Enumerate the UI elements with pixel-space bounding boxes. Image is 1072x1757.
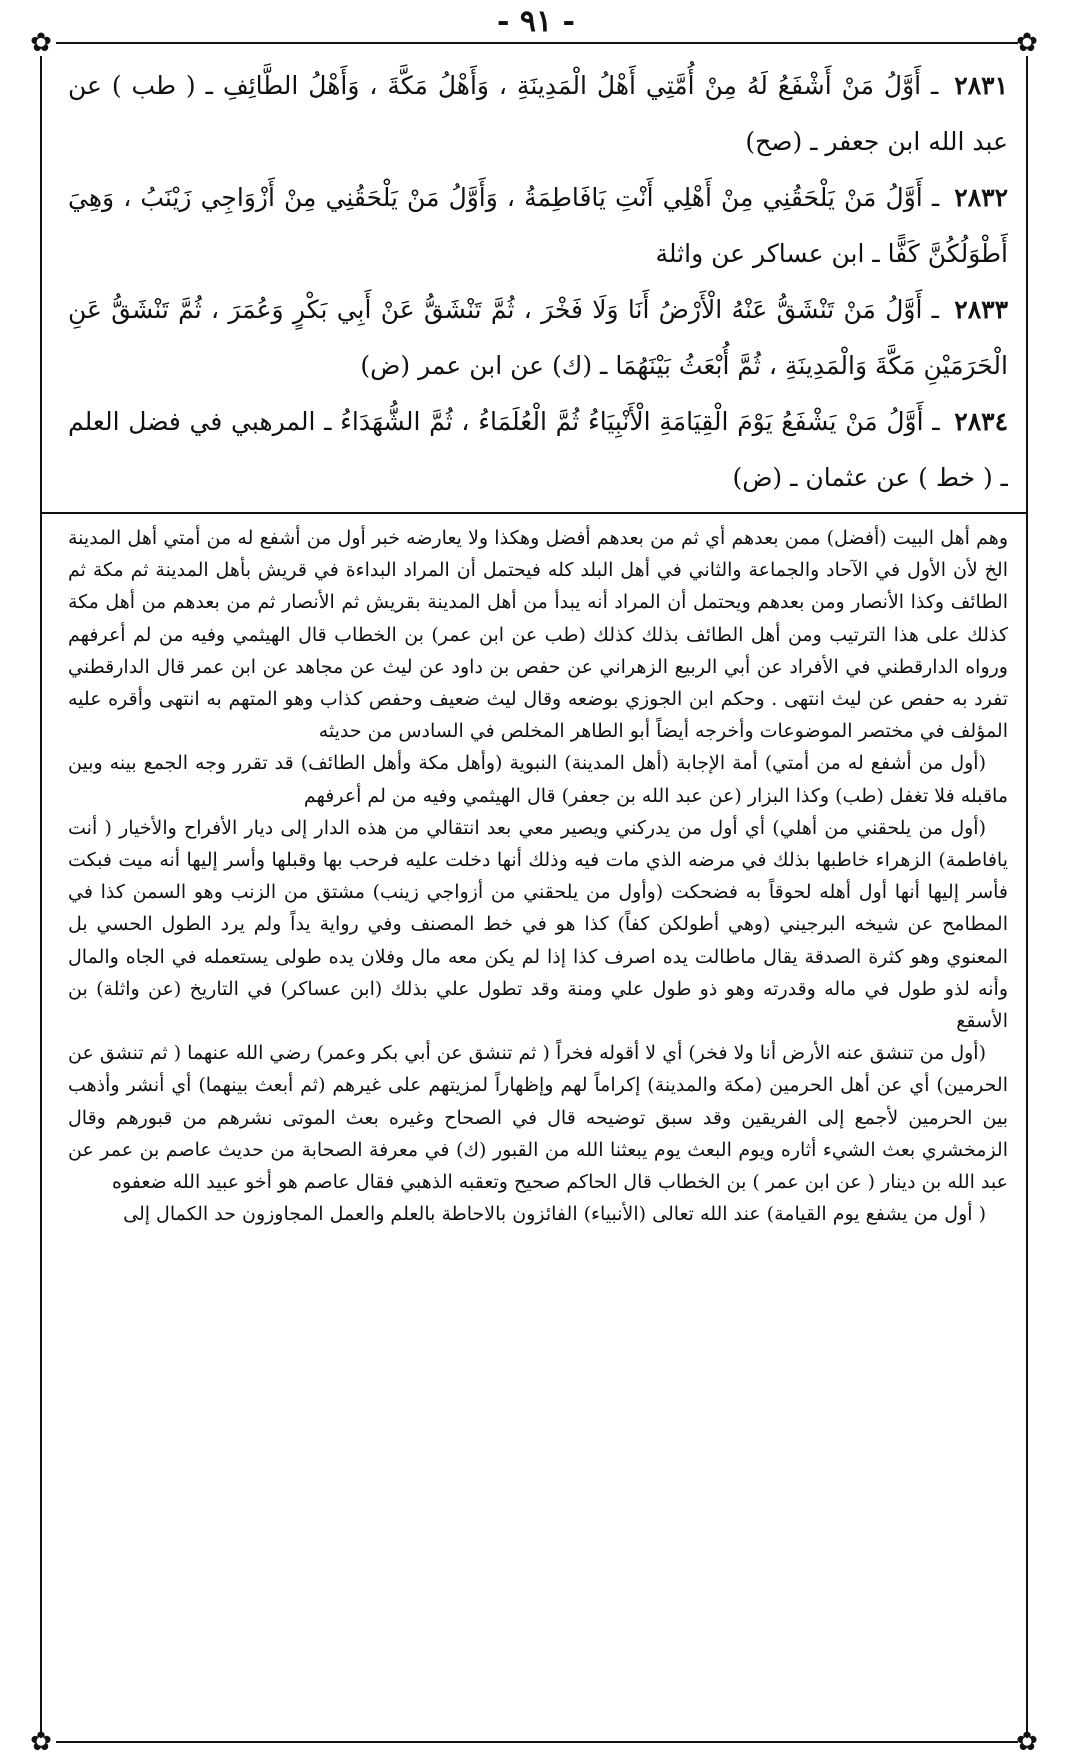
hadith-text: ـ أَوَّلُ مَنْ يَلْحَقُنِي مِنْ أَهْلِي أَنْتِ يَافَاطِمَةُ ، وَأَوَّلُ مَنْ يَلْحَقُنِي مِنْ أَزْوَاجِي زَيْنَبُ ، وَهِيَ أَطْوَلُكُنَّ كَفًّا ـ ابن عساكر عن واثلة (68, 183, 1008, 268)
commentary-paragraph: (أول من أشفع له من أمتي) أمة الإجابة (أهل المدينة) النبوية (وأهل مكة وأهل الطائف) قد تقرر وجه الجمع بينه وبين ماقبله فلا تغفل (طب) وكذا البزار (عن عبد الله بن جعفر) قال الهيثمي وفيه من لم أعرفهم (68, 752, 1008, 807)
hadith-text: ـ أَوَّلُ مَنْ أَشْفَعُ لَهُ مِنْ أُمَّتِي أَهْلُ الْمَدِينَةِ ، وَأَهْلُ مَكَّةَ ، وَأَهْلُ الطَّائِفِ ـ ( طب ) عن عبد الله ابن جعفر ـ (صح) (68, 71, 1008, 156)
hadith-number: ٢٨٣١ (954, 71, 1008, 100)
hadith-entry (68, 170, 1008, 282)
commentary-paragraph: ( أول من يشفع يوم القيامة) عند الله تعالى (الأنبياء) الفائزون بالاحاطة بالعلم والعمل المجاوزون حد الكمال إلى (123, 1203, 986, 1226)
frame-right-line (1026, 56, 1028, 1738)
hadith-section (68, 58, 1008, 506)
hadith-entry (68, 282, 1008, 394)
section-divider (42, 512, 1026, 514)
hadith-text: ـ أَوَّلُ مَنْ يَشْفَعُ يَوْمَ الْقِيَامَةِ الْأَنْبِيَاءُ ثُمَّ الْعُلَمَاءُ ، ثُمَّ الشُّهَدَاءُ ـ المرهبي في فضل العلم ـ ( خط ) عن عثمان ـ (ض) (68, 407, 1008, 492)
hadith-number: ٢٨٣٣ (954, 295, 1008, 324)
frame-left-line (40, 56, 42, 1738)
corner-ornament-top-left: ✿ (30, 28, 52, 58)
hadith-number: ٢٨٣٤ (954, 407, 1008, 436)
hadith-number: ٢٨٣٢ (954, 183, 1008, 212)
commentary-paragraph: (أول من يلحقني من أهلي) أي أول من يدركني ويصير معي بعد انتقالي من هذه الدار إلى ديار الأفراح والأخيار ( أنت يافاطمة) الزهراء خاطبها بذلك في مرضه الذي مات فيه وذلك أنها دخلت عليه فرحب بها وقبلها وأسر إليها أنه ميت فبكت فأسر إليها أنها أول أهله لحوقاً به فضحكت (وأول من يلحقني من أزواجي زينب) مشتق من الزنب وهو السمن كذا في المطامح عن شيخه البرجيني (وهي أطولكن كفاً) كذا هو في خط المصنف وفي رواية يداً ولم يرد الطول الحسي بل المعنوي وهو كثرة الصدقة يقال ماطالت يده اصرف كذا إذا لم يكن معه مال وفلان يده طولى يستعمله في الجاه والمال وأنه لذو طول في ماله وقدرته وهو ذو طول علي ومنة وقد تطول علي بذلك (ابن عساكر) في التاريخ (عن واثلة) بن الأسقع (68, 816, 1008, 1033)
corner-ornament-bottom-right: ✿ (1016, 1727, 1038, 1757)
commentary-section (68, 522, 1008, 1740)
page-number: - ٩١ - (496, 4, 576, 39)
hadith-text: ـ أَوَّلُ مَنْ تَنْشَقُّ عَنْهُ الْأَرْضُ أَنَا وَلَا فَخْرَ ، ثُمَّ تَنْشَقُّ عَنْ أَبِي بَكْرٍ وَعُمَرَ ، ثُمَّ تَنْشَقُّ عَنِ الْحَرَمَيْنِ مَكَّةَ وَالْمَدِينَةِ ، ثُمَّ أُبْعَثُ بَيْنَهُمَا ـ (ك) عن ابن عمر (ض) (68, 295, 1008, 380)
hadith-entry (68, 394, 1008, 506)
corner-ornament-top-right: ✿ (1016, 28, 1038, 58)
commentary-paragraph: (أول من تنشق عنه الأرض أنا ولا فخر) أي لا أقوله فخراً ( ثم تنشق عن أبي بكر وعمر) رضي الله عنهما ( ثم تنشق عن الحرمين) أي عن أهل الحرمين (مكة والمدينة) إكراماً لهم وإظهاراً لمزيتهم على غيرهم (ثم أبعث بينهما) أي أنشر وأذهب بين الحرمين لأجمع إلى الفريقين وقد سبق توضيحه قال في الصحاح وغيره بعث الموتى نشرهم من قبورهم وقال الزمخشري بعث الشيء أثاره ويوم البعث يوم يبعثنا الله من القبور (ك) في معرفة الصحابة من حديث عاصم بن عمر عن عبد الله بن دينار ( عن ابن عمر ) بن الخطاب قال الحاكم صحيح وتعقبه الذهبي فقال عاصم هو أخو عبيد الله ضعفوه (68, 1042, 1008, 1194)
hadith-entry (68, 58, 1008, 170)
frame-bottom-line (56, 1741, 1018, 1743)
corner-ornament-bottom-left: ✿ (30, 1727, 52, 1757)
frame-top-line (56, 42, 1018, 44)
commentary-paragraph: وهم أهل البيت (أفضل) ممن بعدهم أي ثم من بعدهم أفضل وهكذا ولا يعارضه خبر أول من أشفع له من أمتي أهل المدينة الخ لأن الأول في الآحاد والجماعة والثاني في أهل البلد كله فيحتمل أن المراد البداءة في قريش بأهل المدينة ثم مكة ثم الطائف وكذا الأنصار ومن بعدهم ويحتمل أن المراد أنه يبدأ من أهل المدينة بقريش ثم الأنصار ثم من بعدهم من أهل مكة كذلك على هذا الترتيب ومن أهل الطائف بذلك كذلك (طب عن ابن عمر) بن الخطاب قال الهيثمي وفيه من لم أعرفهم ورواه الدارقطني في الأفراد عن أبي الربيع الزهراني عن حفص بن داود عن ليث عن مجاهد عن ابن عمر قال الدارقطني تفرد به حفص عن ليث انتهى . وحكم ابن الجوزي بوضعه وقال ليث ضعيف وحفص كذاب وهو المتهم به انتهى وأقره عليه المؤلف في مختصر الموضوعات وأخرجه أيضاً أبو الطاهر المخلص في السادس من حديثه (68, 527, 1008, 743)
